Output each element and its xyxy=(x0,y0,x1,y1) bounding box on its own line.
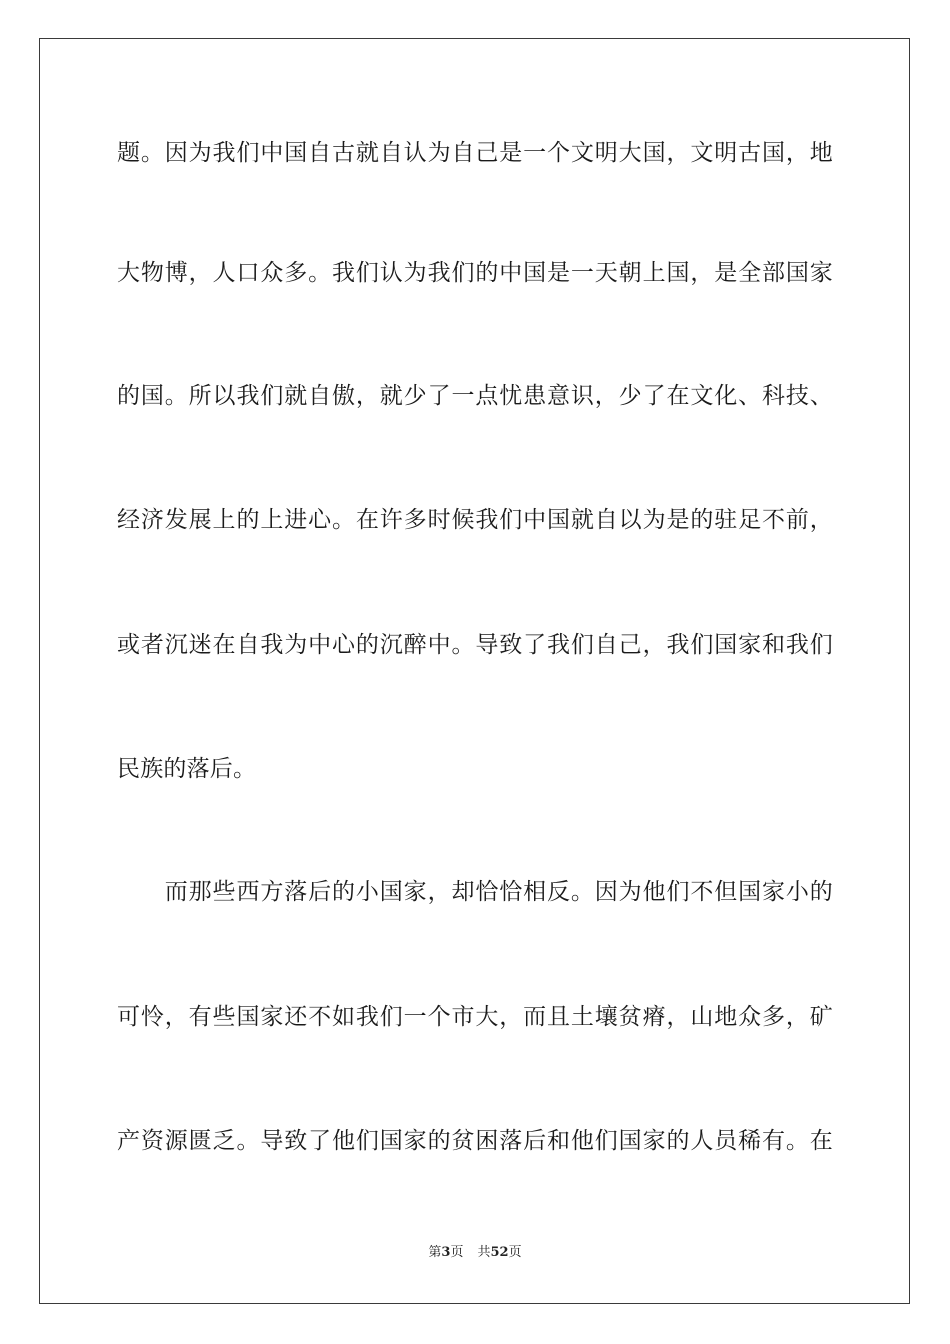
text-line-6: 民族的落后。 xyxy=(117,756,257,782)
page-number: 3 xyxy=(441,1245,451,1260)
page-prefix: 第 xyxy=(428,1245,442,1260)
total-prefix: 共 xyxy=(477,1245,491,1260)
text-line-7: 而那些西方落后的小国家，却恰恰相反。因为他们不但国家小的 xyxy=(117,879,833,905)
page-border xyxy=(39,38,910,1304)
text-line-1: 题。因为我们中国自古就自认为自己是一个文明大国，文明古国，地 xyxy=(117,140,833,166)
total-pages: 52 xyxy=(490,1245,509,1260)
text-line-4: 经济发展上的上进心。在许多时候我们中国就自以为是的驻足不前， xyxy=(117,507,833,533)
text-line-9: 产资源匮乏。导致了他们国家的贫困落后和他们国家的人员稀有。在 xyxy=(117,1128,833,1154)
page-suffix: 页 xyxy=(450,1245,464,1260)
text-line-8: 可怜，有些国家还不如我们一个市大，而且土壤贫瘠，山地众多，矿 xyxy=(117,1004,833,1030)
total-suffix: 页 xyxy=(508,1245,522,1260)
text-line-2: 大物博，人口众多。我们认为我们的中国是一天朝上国，是全部国家 xyxy=(117,260,833,286)
text-line-5: 或者沉迷在自我为中心的沉醉中。导致了我们自己，我们国家和我们 xyxy=(117,632,833,658)
text-line-3: 的国。所以我们就自傲，就少了一点忧患意识，少了在文化、科技、 xyxy=(117,383,833,409)
page-footer xyxy=(0,1244,950,1262)
